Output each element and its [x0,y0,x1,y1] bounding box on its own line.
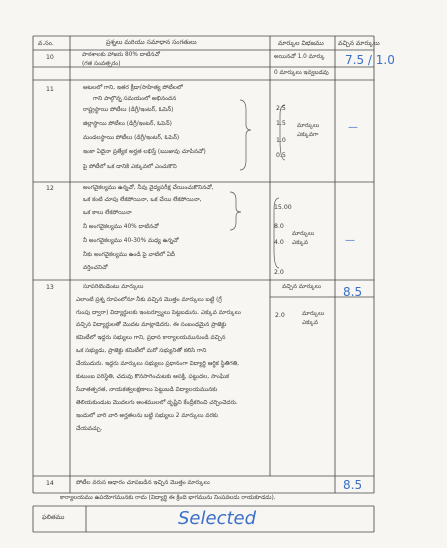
result-label: ఫలితము [42,514,65,521]
row-11-line-6: ఇంకా ఏదైనా ప్రత్యేక అర్హత లభిస్తే (ఋజువు చూపినచో) [83,149,206,155]
row-10-marks-line-2: 0 మార్కులు ఇవ్వబడవు [274,70,329,76]
row-13-line-4: కమిటీలో ఇద్దరు సభ్యులు గాని, ప్రధాన కార్యాలయమునుండి వచ్చిన [76,335,226,341]
row-12-line-1: అంగవైకల్యము ఉన్నచో, నీవు వైద్యపరీక్ష చేయించుకొనినచో, [83,185,214,191]
row-11-mark-4: 0.5 [276,152,286,159]
row-11-line-7: పై పోటీలో ఒక దానికి ఎక్కువలో ఎంచుకొని [83,164,177,170]
row-13-mark-1: 2.0 [275,312,285,319]
row-11-mark-2: 1.5 [276,120,286,127]
header-col-marks-split: మార్కుల విభజము [278,40,324,47]
row-13-line-2: గుంపు ద్వారా) విద్యార్థులకు ఇంటర్వ్యూలు పెట్టబడును. ఎక్కువ మార్కులు [76,310,241,316]
row-11-line-5: మండలస్థాయి పోటీలు (డిగ్రీ/ఇంటర్, ఓపెన్) [83,135,180,141]
row-13-given-marks: 8.5 [343,285,363,299]
row-10-marks-line-1: అయినచో 1.0 మార్కు [274,54,325,60]
row-13-given-label: వచ్చిన మార్కులు [282,284,321,290]
row-13-line-6: చేయుదురు. ఇద్దరు మార్కులు సభ్యులు ప్రధానంగా విద్యార్థి ఆర్థిక స్థితిగతి, [76,361,239,367]
row-14-line-1: పోటీల వరుస ఆధారం చూపబడిన ఇచ్చిన మొత్తం మార్కులు [76,480,210,486]
row-13-line-5: ఒక సభ్యుడు, ప్రాజెక్టు కమిటీలో మరో సభ్యునితో కలిసి గాని [76,348,207,354]
row-11-mark-1: 2.5 [276,105,286,112]
row-12-line-6: నీకు అంగవైకల్యము ఉండి పై వాటిలో ఏదీ [83,252,176,258]
row-12-marks-note: మార్కులు ఎక్కువ [292,231,315,247]
row-12-mark-4: 2.0 [274,269,284,276]
row-11-marks-note: మార్కులు ఎక్కువగా [297,123,320,139]
row-12-line-3: ఒక కాలు లేకపోయినా [83,210,132,216]
row-10-line-1: పాఠశాలకు హాజరు 80% దాటినచో [82,52,160,58]
result-value: Selected [178,508,257,529]
row-11-given-marks: — [348,122,358,133]
row-13-number: 13 [46,284,54,291]
row-13-line-9: తెలియకుండుట మొదలగు అంశములలో దృష్టిని కేంద్రీకరించి చర్చించెదరు. [76,400,238,406]
row-13-line-10: ఇందులో వారి వారి అర్హతలను బట్టి సభ్యులు 2 మార్కులు వరకు [76,413,218,419]
row-11-line-2: గాని పాల్గొన్న సమయంలో అభినందన [93,96,177,102]
row-10-given-marks: 7.5 / 1.0 [345,53,395,67]
row-13-line-11: చేయవచ్చు. [76,426,103,432]
row-13-line-3: వచ్చిన విద్యార్థులతో మొదట మాట్లాడెదరు. ఈ సంబంధమైన ప్రాజెక్టు [76,322,227,328]
row-13-line-7: కుటుంబ పరిస్థితి, చదువు కొనసాగించుటకు ఆసక్తి, పట్టుదల, సాంఘిక [76,374,229,380]
row-11-number: 11 [46,86,54,93]
row-13-marks-note: మార్కులు ఎక్కువ [302,311,325,327]
row-11-line-1: ఆటలలో గాని, ఇతర క్రీడా/సాహిత్య పోటీలలో [83,85,183,91]
row-12-line-2: ఒక కంటి చూపు లేకపోయినా, ఒక చేయి లేకపోయినా, [83,197,202,203]
row-10-line-2: (గత సంవత్సరం) [82,61,121,67]
row-12-mark-2: 8.0 [274,223,284,230]
row-12-line-7: వర్తించనిచో [83,265,108,271]
footer-note: కార్యాలయము ఉపయోగమునకు రాదు (విద్యార్థి ఈ క్రింది భాగమును నింపవలదు రాయకూడదు). [60,495,276,501]
row-12-line-5: నీ అంగవైకల్యము 40-30% మధ్య ఉన్నచో [83,238,179,244]
row-12-number: 12 [46,185,54,192]
row-10-number: 10 [46,54,54,61]
row-14-given-marks: 8.5 [343,478,363,492]
header-col-no: వ.సం. [38,40,54,47]
row-12-mark-3: 4.0 [274,239,284,246]
row-13-line-8: సేవాతత్పరత, నాయకత్వలక్షణాలు పెట్టుబడి విద్యాలయమునకు [76,387,218,393]
row-11-mark-3: 1.0 [276,137,286,144]
row-13-line-1: ఎలాంటి ప్రశ్న రూపంలోనూ నీకు వచ్చిన మొత్తం మార్కులు బట్టి (గ్రే [76,297,222,303]
row-13-title: సూపరిటెండెంటు మార్కులు [83,284,144,290]
row-12-line-4: నీ అంగవైకల్యము 40% దాటినచో [83,224,159,230]
row-14-number: 14 [46,480,54,487]
row-11-line-4: జిల్లాస్థాయి పోటీలు (డిగ్రీ/ఇంటర్, ఓపెన్) [83,121,172,127]
row-12-given-marks: — [345,235,355,246]
row-11-line-3: రాష్ట్రస్థాయి పోటీలు (డిగ్రీ/ఇంటర్, ఓపెన్) [83,107,174,113]
row-12-mark-1: 15.00 [274,204,292,211]
header-col-given: వచ్చిన మార్కులు [338,40,380,47]
header-col-question: ప్రశ్నలు మరియు సమాధాన సంగతులు [106,39,197,46]
